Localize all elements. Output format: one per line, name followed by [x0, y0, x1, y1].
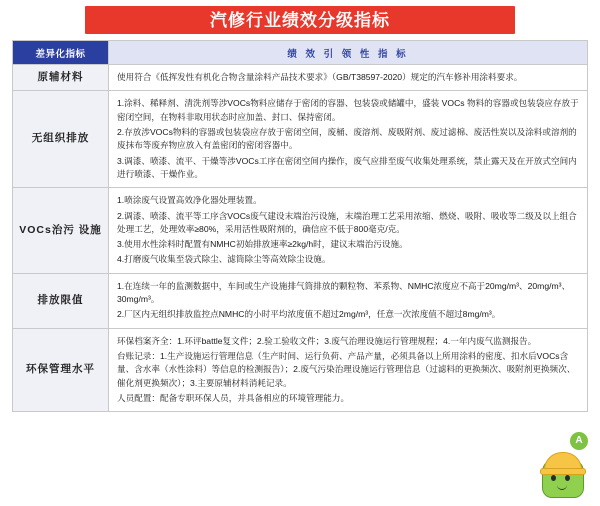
table-row	[13, 65, 588, 91]
paragraph: 2.调漆、喷漆、流平等工序含VOCs废气建设末端治污设施，末端治理工艺采用浓缩、燃烧、吸附、吸收等二级及以上组合处理工艺，处理效率≥80%，采用活性吸附剂的，确信应不低于800毫克/克。	[117, 210, 577, 234]
title-banner	[85, 6, 515, 34]
paragraph: 3.使用水性涂料时配置有NMHC初始排放速率≥2kg/h时，建议末端治污设施。	[117, 239, 408, 250]
table-row	[13, 91, 588, 188]
paragraph: 3.调漆、喷漆、流平、干燥等涉VOCs工序在密闭空间内操作，废气应排至废气收集处理系统，禁止露天及在开放式空间内进行喷漆、干燥作业。	[117, 155, 577, 179]
header-performance-indicator: 绩 效 引 领 性 指 标	[109, 41, 588, 65]
mascot-mouth	[557, 484, 567, 490]
row-content-environmental-management	[109, 328, 588, 412]
mascot-worker-icon	[536, 444, 592, 500]
paragraph: 台账记录：1.生产设施运行管理信息（生产时间、运行负荷、产品产量，必须具备以上所用涂料的密度、扣水后VOCs含量、含水率（水性涂料）等信息的检测报告）；2.废气污染治理设施运行管理信息（过滤料的更换频次、吸附剂更换频次、催化剂更换频次）；3.主要原辅材料消耗记录。	[117, 351, 576, 388]
paragraph: 2.厂区内无组织排放监控点NMHC的小时平均浓度值不超过2mg/m³，任意一次浓度值不超过8mg/m³。	[117, 309, 501, 320]
row-label-environmental-management: 环保管理水平	[13, 328, 109, 412]
row-label-raw-materials: 原辅材料	[13, 65, 109, 91]
table-row	[13, 328, 588, 412]
poster-page	[0, 6, 600, 506]
paragraph: 1.在连续一年的监测数据中，车间或生产设施排气筒排放的颗粒物、苯系物、NMHC浓度应不高于20mg/m³、20mg/m³、30mg/m³。	[117, 280, 571, 305]
paragraph: 2.存放涉VOCs物料的容器或包装袋应存放于密闭空间，废桶、废溶剂、废吸附剂、废过滤棉、废活性炭以及涂料或溶剂的废抹布等废弃物应放入有盖密闭的密闭容器中。	[117, 126, 577, 151]
header-differentiated-indicator: 差异化指标	[13, 41, 109, 65]
row-label-fugitive-emissions: 无组织排放	[13, 91, 109, 188]
mascot-body	[542, 458, 584, 498]
page-title: 汽修行业绩效分级指标	[210, 10, 390, 30]
table-header-row	[13, 41, 588, 65]
row-content-raw-materials	[109, 65, 588, 91]
paragraph: 人员配置：配备专职环保人员，并具备相应的环境管理能力。	[117, 392, 350, 403]
paragraph: 4.打磨废气收集至袋式除尘、滤筒除尘等高效除尘设施。	[117, 254, 331, 265]
row-content-fugitive-emissions	[109, 91, 588, 188]
paragraph: 环保档案齐全：1.环评battle复文件；2.验工验收文件；3.废气治理设施运行管理规程；4.一年内废气监测报告。	[117, 335, 537, 346]
indicator-table	[12, 40, 588, 412]
table-row	[13, 188, 588, 274]
paragraph: 使用符合《低挥发性有机化合物含量涂料产品技术要求》（GB/T38597-2020）规定的汽车修补用涂料要求。	[117, 72, 523, 82]
mascot-helmet	[544, 452, 582, 472]
row-label-vocs-treatment: VOCs治污 设施	[13, 188, 109, 274]
grade-badge: A	[570, 432, 588, 450]
row-content-emission-limits	[109, 273, 588, 328]
table-row	[13, 273, 588, 328]
row-label-emission-limits: 排放限值	[13, 273, 109, 328]
row-content-vocs-treatment	[109, 188, 588, 274]
table-body	[13, 65, 588, 412]
paragraph: 1.涂料、稀释剂、清洗剂等涉VOCs物料应储存于密闭的容器、包装袋或储罐中，盛装 VOCs 物料的容器或包装袋应存放于密闭空间，在物料非取用状态时应加盖、封口、保持密闭。	[117, 98, 579, 122]
table-header	[13, 41, 588, 65]
mascot-helmet-brim	[540, 468, 586, 475]
paragraph: 1.喷涂废气设置高效净化器处理装置。	[117, 195, 262, 206]
mascot-eye-left	[551, 475, 556, 481]
mascot-eye-right	[565, 475, 570, 481]
